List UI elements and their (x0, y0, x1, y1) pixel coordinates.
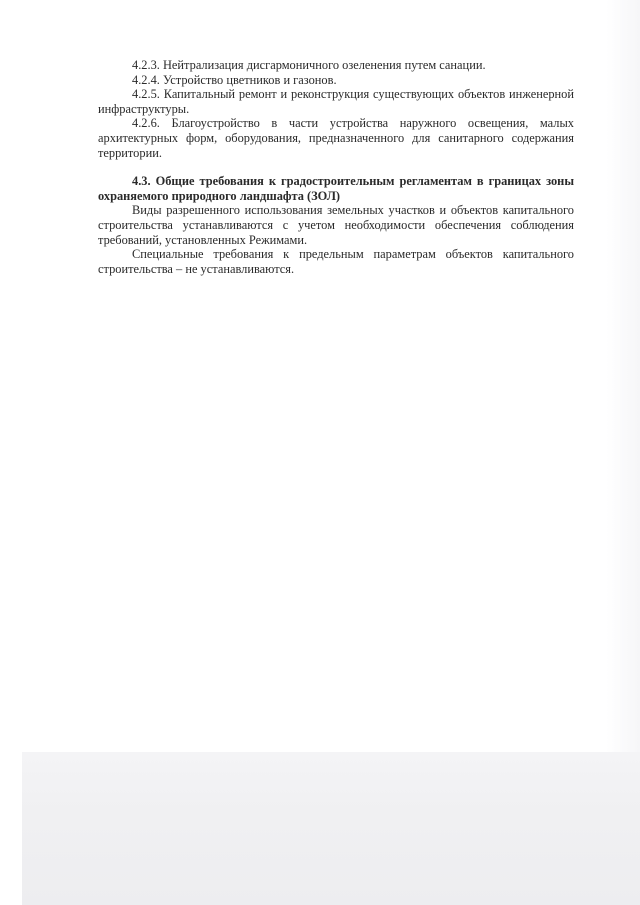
item-4-2-5: 4.2.5. Капитальный ремонт и реконструкция существующих объектов инженерной инфраструктуры. (98, 87, 574, 116)
item-4-2-6: 4.2.6. Благоустройство в части устройства наружного освещения, малых архитектурных форм, оборудования, предназначенного для санитарного содержания территории. (98, 116, 574, 160)
paragraph-special-requirements: Специальные требования к предельным параметрам объектов капитального строительства – не устанавливаются. (98, 247, 574, 276)
spacer (98, 160, 574, 174)
scan-band (22, 752, 640, 905)
item-4-2-3: 4.2.3. Нейтрализация дисгармоничного озеленения путем санации. (132, 58, 486, 72)
item-4-2-4: 4.2.4. Устройство цветников и газонов. (132, 72, 337, 87)
document-body (98, 58, 574, 276)
paragraph-permitted-uses: Виды разрешенного использования земельных участков и объектов капитального строительства устанавливаются с учетом необходимости обеспечения соблюдения требований, установленных Режимами. (98, 203, 574, 247)
section-heading: 4.3. Общие требования к градостроительным регламентам в границах зоны охраняемого природного ландшафта (ЗОЛ) (98, 174, 574, 203)
scan-edge (606, 0, 640, 752)
